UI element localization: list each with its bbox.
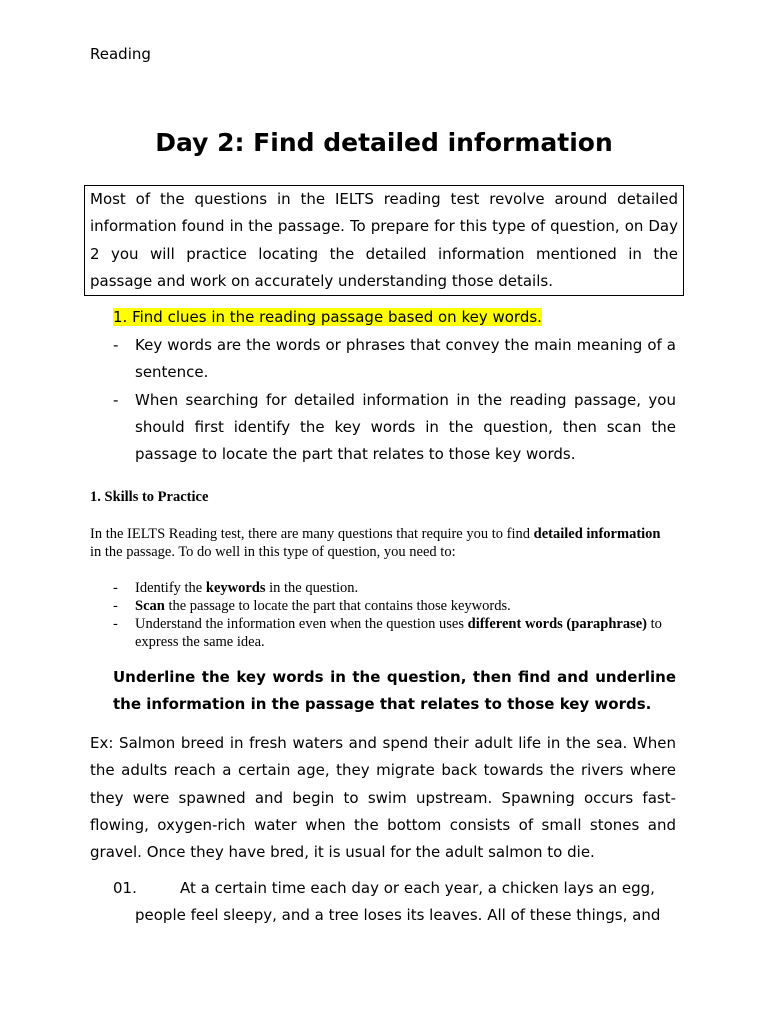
- page-title: Day 2: Find detailed information: [155, 128, 613, 157]
- list-item: [113, 597, 673, 615]
- section1-bullet-list: [113, 332, 676, 468]
- item-after: in the question.: [265, 580, 359, 596]
- item-bold: keywords: [205, 580, 266, 596]
- item-before: Identify the: [135, 580, 206, 596]
- section1-number: 1.: [113, 308, 128, 326]
- question-first-line: At a certain time each day or each year, a chicken lays an egg,: [180, 879, 655, 897]
- list-item: [113, 387, 676, 469]
- skills-intro-part2: in the passage. To do well in this type of question, you need to:: [90, 544, 456, 560]
- intro-box: Most of the questions in the IELTS reading test revolve around detailed information found in the passage. To prepare for this type of question, on Day 2 you will practice locating the detailed information mentioned in the passage and work on accurately understanding those details.: [84, 185, 684, 296]
- question-item: [113, 875, 676, 930]
- skills-heading: 1. Skills to Practice: [90, 489, 209, 505]
- section1-heading-highlight: [113, 308, 542, 326]
- bullet-dash: -: [113, 616, 118, 632]
- list-item: [113, 332, 676, 387]
- bullet-dash: -: [113, 598, 118, 614]
- list-item: [113, 579, 673, 597]
- item-bold: different words (paraphrase): [467, 616, 647, 632]
- section1-heading: [113, 306, 542, 328]
- bullet-text: When searching for detailed information in the reading passage, you should first identify the key words in the question, then scan the passage to locate the part that relates to those key words.: [135, 390, 676, 464]
- item-before: Understand the information even when the question uses: [135, 616, 468, 632]
- skills-intro-part1: In the IELTS Reading test, there are many questions that require you to find: [90, 526, 534, 542]
- section1-heading-text: Find clues in the reading passage based on key words.: [132, 308, 542, 326]
- list-item: [113, 615, 673, 651]
- skills-list: [113, 579, 673, 651]
- bullet-dash: -: [113, 336, 119, 354]
- header-label: Reading: [90, 45, 151, 63]
- skills-intro-bold: detailed information: [533, 526, 661, 542]
- item-after: the passage to locate the part that contains those keywords.: [164, 598, 511, 614]
- bullet-dash: -: [113, 390, 119, 409]
- instruction-text: Underline the key words in the question, then find and underline the information in the passage that relates to those key words.: [113, 668, 676, 714]
- bullet-text: Key words are the words or phrases that convey the main meaning of a sentence.: [135, 336, 676, 382]
- question-rest: people feel sleepy, and a tree loses its leaves. All of these things, and: [135, 906, 661, 925]
- item-bold: Scan: [135, 598, 165, 614]
- question-number: 01.: [113, 879, 137, 897]
- example-paragraph: Ex: Salmon breed in fresh waters and spend their adult life in the sea. When the adults reach a certain age, they migrate back towards the rivers where they were spawned and begin to swim upstream. Spawning occurs fast-flowing, oxygen-rich water when the bottom consists of small stones and gravel. Once they have bred, it is usual for the adult salmon to die.: [90, 734, 676, 862]
- item-after: to express the same idea.: [135, 616, 662, 650]
- bullet-dash: -: [113, 580, 118, 596]
- skills-intro: [90, 525, 670, 561]
